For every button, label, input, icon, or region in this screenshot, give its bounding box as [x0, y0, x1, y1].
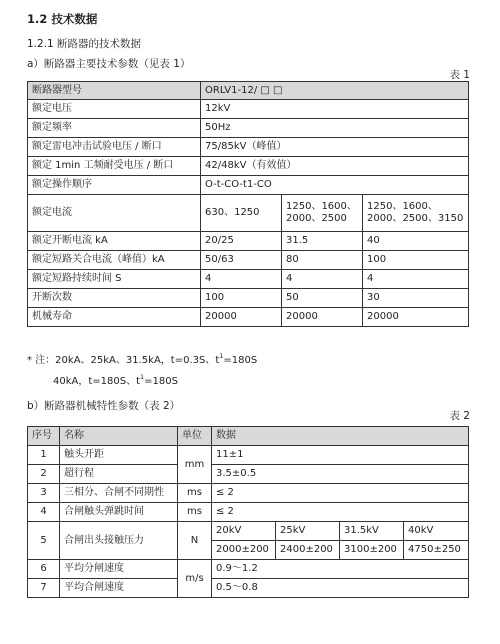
table-header-cell: 单位: [178, 427, 212, 446]
table2-caption: b）断路器机械特性参数（表 2）: [27, 400, 181, 412]
footnote-superscript: 1: [219, 352, 224, 360]
table-cell: 4750±250: [404, 541, 469, 560]
footnote-text: * 注：20kA、25kA、31.5kA，t=0.3S、t: [27, 355, 220, 366]
table-cell: 额定短路持续时间 S: [28, 270, 201, 289]
footnote-text: 40kA，t=180S、t: [53, 376, 141, 387]
table-cell: [282, 195, 363, 232]
table-row: [28, 157, 469, 176]
table-row: [28, 289, 469, 308]
table-cell: 额定电流: [28, 195, 201, 232]
table-cell: 50: [282, 289, 363, 308]
table-header-cell: ORLV1-12/ □ □: [201, 82, 469, 100]
table-row: [28, 138, 469, 157]
table-cell: 3: [28, 484, 60, 503]
table-cell: 75/85kV（峰值）: [201, 138, 469, 157]
table-cell: 0.5～0.8: [212, 579, 469, 598]
table-cell: 额定短路关合电流（峰值）kA: [28, 251, 201, 270]
table1-number: 表 1: [449, 69, 470, 81]
footnote-line: [27, 369, 257, 390]
cell-line: 1250、1600、: [286, 201, 357, 212]
table-cell: 2: [28, 465, 60, 484]
table-cell: 4: [282, 270, 363, 289]
table-cell: 平均合闸速度: [60, 579, 178, 598]
table-row: [28, 446, 469, 465]
table-cell: 机械寿命: [28, 308, 201, 327]
table-row: [28, 308, 469, 327]
table-cell: 触头开距: [60, 446, 178, 465]
table-cell: 20kV: [212, 522, 276, 541]
table-cell: 50Hz: [201, 119, 469, 138]
table-cell: 5: [28, 522, 60, 560]
table-cell: 31.5kV: [340, 522, 404, 541]
table-row: [28, 251, 469, 270]
breaker-mechanical-params-table: [27, 426, 469, 598]
table-cell: 额定电压: [28, 100, 201, 119]
table-cell: 三相分、合闸不同期性: [60, 484, 178, 503]
table-cell: 额定 1min 工频耐受电压 / 断口: [28, 157, 201, 176]
table-cell: 630、1250: [201, 195, 282, 232]
footnote-text: =180S: [144, 376, 178, 387]
table-cell: 31.5: [282, 232, 363, 251]
table-header-cell: 断路器型号: [28, 82, 201, 100]
table2-number: 表 2: [449, 410, 470, 422]
table-cell: 额定雷电冲击试验电压 / 断口: [28, 138, 201, 157]
table-cell: 80: [282, 251, 363, 270]
table-header-cell: 序号: [28, 427, 60, 446]
table-cell: 4: [363, 270, 469, 289]
table1-footnote: [27, 348, 257, 390]
table-cell: 12kV: [201, 100, 469, 119]
cell-line: 2000、2500: [286, 213, 347, 224]
table-cell: 20000: [282, 308, 363, 327]
footnote-superscript: 1: [140, 373, 145, 381]
table-header-cell: 数据: [212, 427, 469, 446]
table-cell: 开断次数: [28, 289, 201, 308]
footnote-line: [27, 348, 257, 369]
table-row: [28, 560, 469, 579]
table-header-row: [28, 82, 469, 100]
table-row: [28, 465, 469, 484]
table-row: [28, 522, 469, 541]
table-cell: 25kV: [276, 522, 340, 541]
table-cell: ≤ 2: [212, 503, 469, 522]
table-cell: 20000: [201, 308, 282, 327]
table-cell: 4: [201, 270, 282, 289]
table-cell: O-t-CO-t1-CO: [201, 176, 469, 195]
table-cell: 0.9～1.2: [212, 560, 469, 579]
table-row: [28, 503, 469, 522]
table-cell: 50/63: [201, 251, 282, 270]
table-row: [28, 100, 469, 119]
table-cell: 11±1: [212, 446, 469, 465]
table-cell: 1: [28, 446, 60, 465]
table-row: [28, 270, 469, 289]
table-cell: 20/25: [201, 232, 282, 251]
table-cell: 额定操作顺序: [28, 176, 201, 195]
cell-line: 1250、1600、: [367, 201, 438, 212]
table-cell: 3.5±0.5: [212, 465, 469, 484]
table-header-cell: 名称: [60, 427, 178, 446]
table-cell: N: [178, 522, 212, 560]
table-cell: 2400±200: [276, 541, 340, 560]
table-cell: 100: [201, 289, 282, 308]
table-cell: 100: [363, 251, 469, 270]
table-cell: 40kV: [404, 522, 469, 541]
table-row: [28, 579, 469, 598]
section-title: 1.2 技术数据: [27, 12, 98, 26]
table-cell: [363, 195, 469, 232]
table-row: [28, 232, 469, 251]
table-cell: 额定频率: [28, 119, 201, 138]
table-cell: 3100±200: [340, 541, 404, 560]
subsection-title: 1.2.1 断路器的技术数据: [27, 38, 142, 50]
breaker-main-params-table: [27, 81, 469, 327]
table-cell: 4: [28, 503, 60, 522]
table-header-row: [28, 427, 469, 446]
table-cell: ms: [178, 484, 212, 503]
table1-caption: a）断路器主要技术参数（见表 1）: [27, 58, 191, 70]
footnote-text: =180S: [223, 355, 258, 366]
table-cell: 平均分闸速度: [60, 560, 178, 579]
table-cell: ≤ 2: [212, 484, 469, 503]
table-cell: 超行程: [60, 465, 178, 484]
table-row: [28, 484, 469, 503]
table-cell: ms: [178, 503, 212, 522]
table-cell: 6: [28, 560, 60, 579]
table-cell: mm: [178, 446, 212, 484]
table-cell: 40: [363, 232, 469, 251]
table-row: [28, 176, 469, 195]
cell-line: 2000、2500、3150: [367, 213, 464, 224]
table-row: [28, 195, 469, 232]
table-cell: 合闸出头接触压力: [60, 522, 178, 560]
table-row: [28, 119, 469, 138]
table-cell: 30: [363, 289, 469, 308]
table-cell: 20000: [363, 308, 469, 327]
table-cell: 额定开断电流 kA: [28, 232, 201, 251]
table-cell: m/s: [178, 560, 212, 598]
table-cell: 2000±200: [212, 541, 276, 560]
table-cell: 合闸触头弹跳时间: [60, 503, 178, 522]
table-cell: 7: [28, 579, 60, 598]
table-cell: 42/48kV（有效值）: [201, 157, 469, 176]
